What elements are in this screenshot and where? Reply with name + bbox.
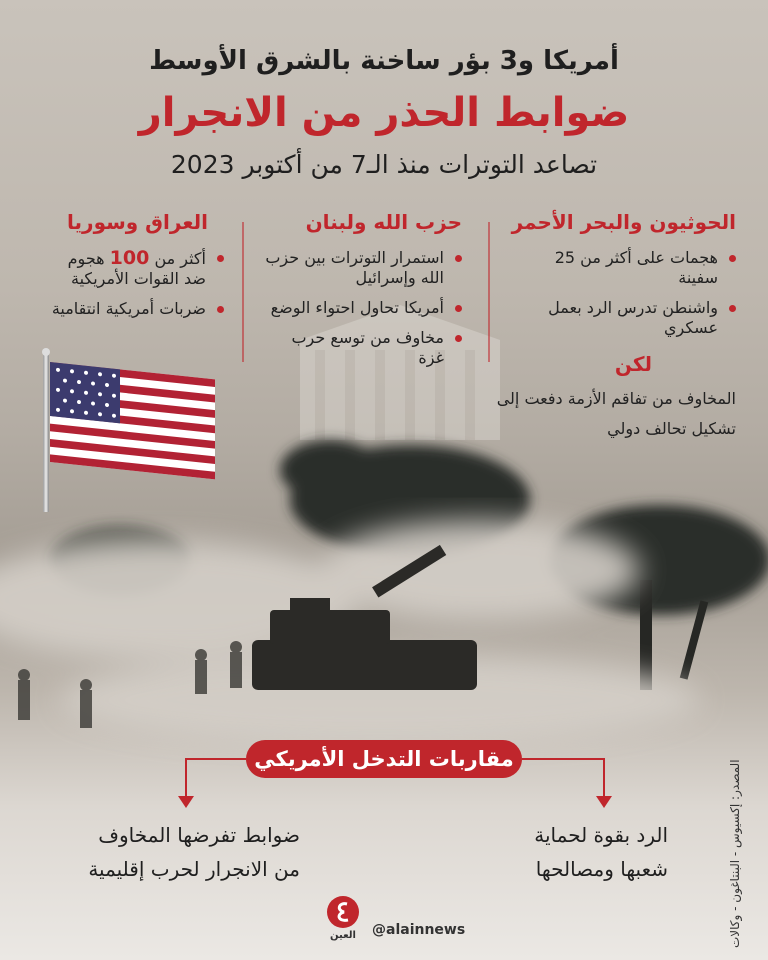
approach-left-line: ضوابط تفرضها المخاوف [98,823,300,847]
attack-count-suffix: هجوم [67,249,105,268]
bullet-icon [729,305,736,312]
approach-right-line: شعبها ومصالحها [535,857,668,881]
attack-target: ضد القوات الأمريكية [70,269,206,288]
hezbollah-list [262,248,462,368]
arrow-down-icons [178,796,612,808]
but-text: المخاوف من تفاقم الأزمة دفعت إلى تشكيل تحالف دولي [496,389,736,438]
list-item-text: واشنطن تدرس الرد بعمل عسكري [548,298,718,337]
list-item [34,299,224,319]
attack-count-prefix: أكثر من [154,249,206,268]
column-divider [488,222,490,362]
bullet-icon [217,306,224,313]
approach-right [438,818,668,886]
but-label: لكن [614,352,652,376]
flag-pole [43,352,49,512]
bullet-icon [729,255,736,262]
list-item [34,248,224,289]
logo-text: العين [330,930,356,941]
list-item [262,248,462,288]
headline: ضوابط الحذر من الانجرار [138,90,630,136]
houthis-list [516,248,736,338]
approaches-title: مقاربات التدخل الأمريكي [246,740,522,778]
list-item [262,328,462,368]
column-title-hezbollah: حزب الله ولبنان [305,210,462,234]
column-houthis [516,248,736,348]
column-divider [242,222,244,362]
list-item [516,298,736,338]
list-item-text: ضربات أمريكية انتقامية [51,299,206,318]
list-item-text: هجمات على أكثر من 25 سفينة [554,248,718,287]
kicker-title: أمريكا و3 بؤر ساخنة بالشرق الأوسط [149,46,619,76]
column-hezbollah [262,248,462,378]
list-item-text: استمرار التوترات بين حزب الله وإسرائيل [265,248,444,287]
attack-count: 100 [109,247,150,269]
bullet-icon [217,255,224,262]
approach-left [40,818,300,886]
iraq-syria-list [34,248,224,319]
bullet-icon [455,255,462,262]
source-credit [722,740,752,950]
flag-pole-finial [42,348,50,356]
column-title-iraq-syria: العراق وسوريا [67,210,208,234]
social-handle: @alainnews [372,922,466,938]
alain-logo [322,894,364,944]
bullet-icon [455,335,462,342]
bullet-icon [455,305,462,312]
column-iraq-syria [34,248,224,329]
approach-left-line: من الانجرار لحرب إقليمية [88,857,300,881]
subtitle: تصاعد التوترات منذ الـ7 من أكتوبر 2023 [170,150,598,179]
source-text: المصدر: إكسيوس - البنتاغون - وكالات [728,759,742,948]
column-title-houthis: الحوثيون والبحر الأحمر [511,210,736,234]
us-flag-icon [50,362,215,479]
list-item [262,298,462,318]
approach-right-line: الرد بقوة لحماية [534,823,668,847]
list-item [516,248,736,288]
list-item-text: أمريكا تحاول احتواء الوضع [270,298,444,317]
list-item-text: مخاوف من توسع حرب غزة [291,328,444,367]
